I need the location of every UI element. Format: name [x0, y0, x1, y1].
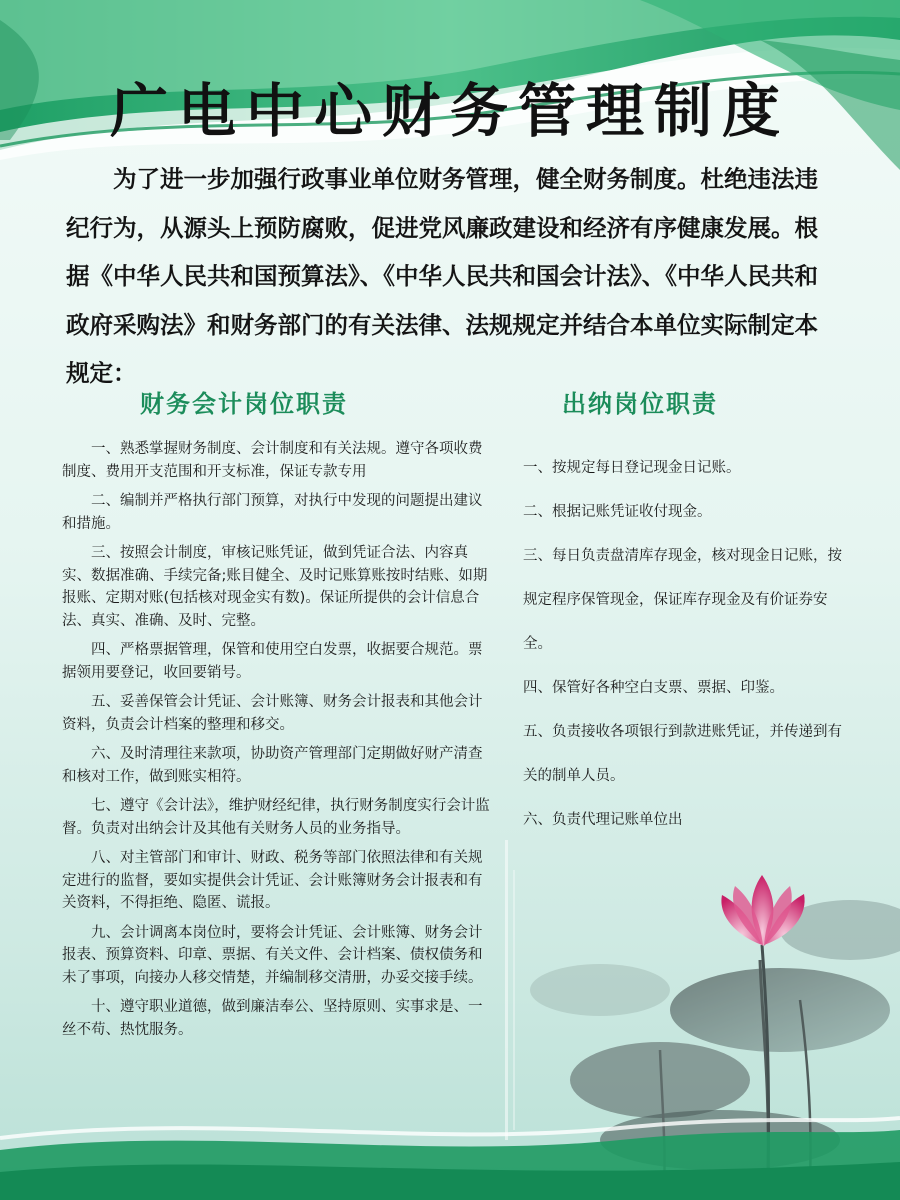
intro-paragraph: 为了进一步加强行政事业单位财务管理，健全财务制度。杜绝违法违纪行为，从源头上预防腐败，促进党风廉政建设和经济有序健康发展。根据《中华人民共和国预算法》、《中华人民共和国会计法》、《中华人民共和政府采购法》和财务部门的有关法律、法规规定并结合本单位实际制定本规定：	[66, 165, 818, 387]
accounting-duty-item: 九、会计调离本岗位时，要将会计凭证、会计账簿、财务会计报表、预算资料、印章、票据、有关文件、会计档案、债权债务和未了事项，向接办人移交情楚，并编制移交清册，办妥交接手续。	[62, 924, 483, 986]
accounting-duties-list	[62, 438, 494, 1048]
accounting-duty-item: 六、及时清理往来款项，协助资产管理部门定期做好财产清查和核对工作，做到账实相符。	[62, 746, 483, 785]
page-title: 广电中心财务管理制度	[109, 77, 790, 145]
accounting-duty-item: 七、遵守《会计法》，维护财经纪律，执行财务制度实行会计监督。负责对出纳会计及其他有关财务人员的业务指导。	[62, 798, 490, 837]
accounting-duty-item: 八、对主管部门和审计、财政、税务等部门依照法律和有关规定进行的监督，要如实提供会计凭证、会计账簿财务会计报表和有关资料，不得拒绝、隐匿、谎报。	[62, 850, 483, 911]
accounting-duty-item: 二、编制并严格执行部门预算，对执行中发现的问题提出建议和措施。	[62, 493, 483, 532]
cashier-duty-item: 一、按规定每日登记现金日记账。	[523, 460, 741, 476]
cashier-duty-item: 二、根据记账凭证收付现金。	[523, 504, 712, 520]
cashier-duty-item: 六、负责代理记账单位出	[523, 812, 683, 828]
section-title-accounting: 财务会计岗位职责	[140, 390, 348, 418]
accounting-duty-item: 三、按照会计制度，审核记账凭证，做到凭证合法、内容真实、数据准确、手续完备;账目健全、及时记账算账按时结账、如期报账、定期对账(包括核对现金实有数)。保证所提供的会计信息合法、真实、准确、及时、完整。	[62, 545, 488, 629]
section-title-cashier: 出纳岗位职责	[562, 390, 718, 418]
accounting-duty-item: 一、熟悉掌握财务制度、会计制度和有关法规。遵守各项收费制度、费用开支范围和开支标准，保证专款专用	[62, 441, 483, 480]
cashier-duty-item: 三、每日负责盘清库存现金，核对现金日记账，按规定程序保管现金，保证库存现金及有价证券安全。	[523, 548, 842, 652]
accounting-duty-item: 十、遵守职业道德，做到廉洁奉公、坚持原则、实事求是、一丝不苟、热忱服务。	[62, 999, 483, 1038]
cashier-duty-item: 四、保管好各种空白支票、票据、印鉴。	[523, 680, 784, 696]
accounting-duty-item: 四、严格票据管理，保管和使用空白发票，收据要合规范。票据领用要登记，收回要销号。	[62, 642, 483, 681]
cashier-duties-list	[523, 446, 843, 842]
accounting-duty-item: 五、妥善保管会计凭证、会计账簿、财务会计报表和其他会计资料，负责会计档案的整理和移交。	[62, 694, 483, 733]
cashier-duty-item: 五、负责接收各项银行到款进账凭证，并传递到有关的制单人员。	[523, 724, 842, 784]
